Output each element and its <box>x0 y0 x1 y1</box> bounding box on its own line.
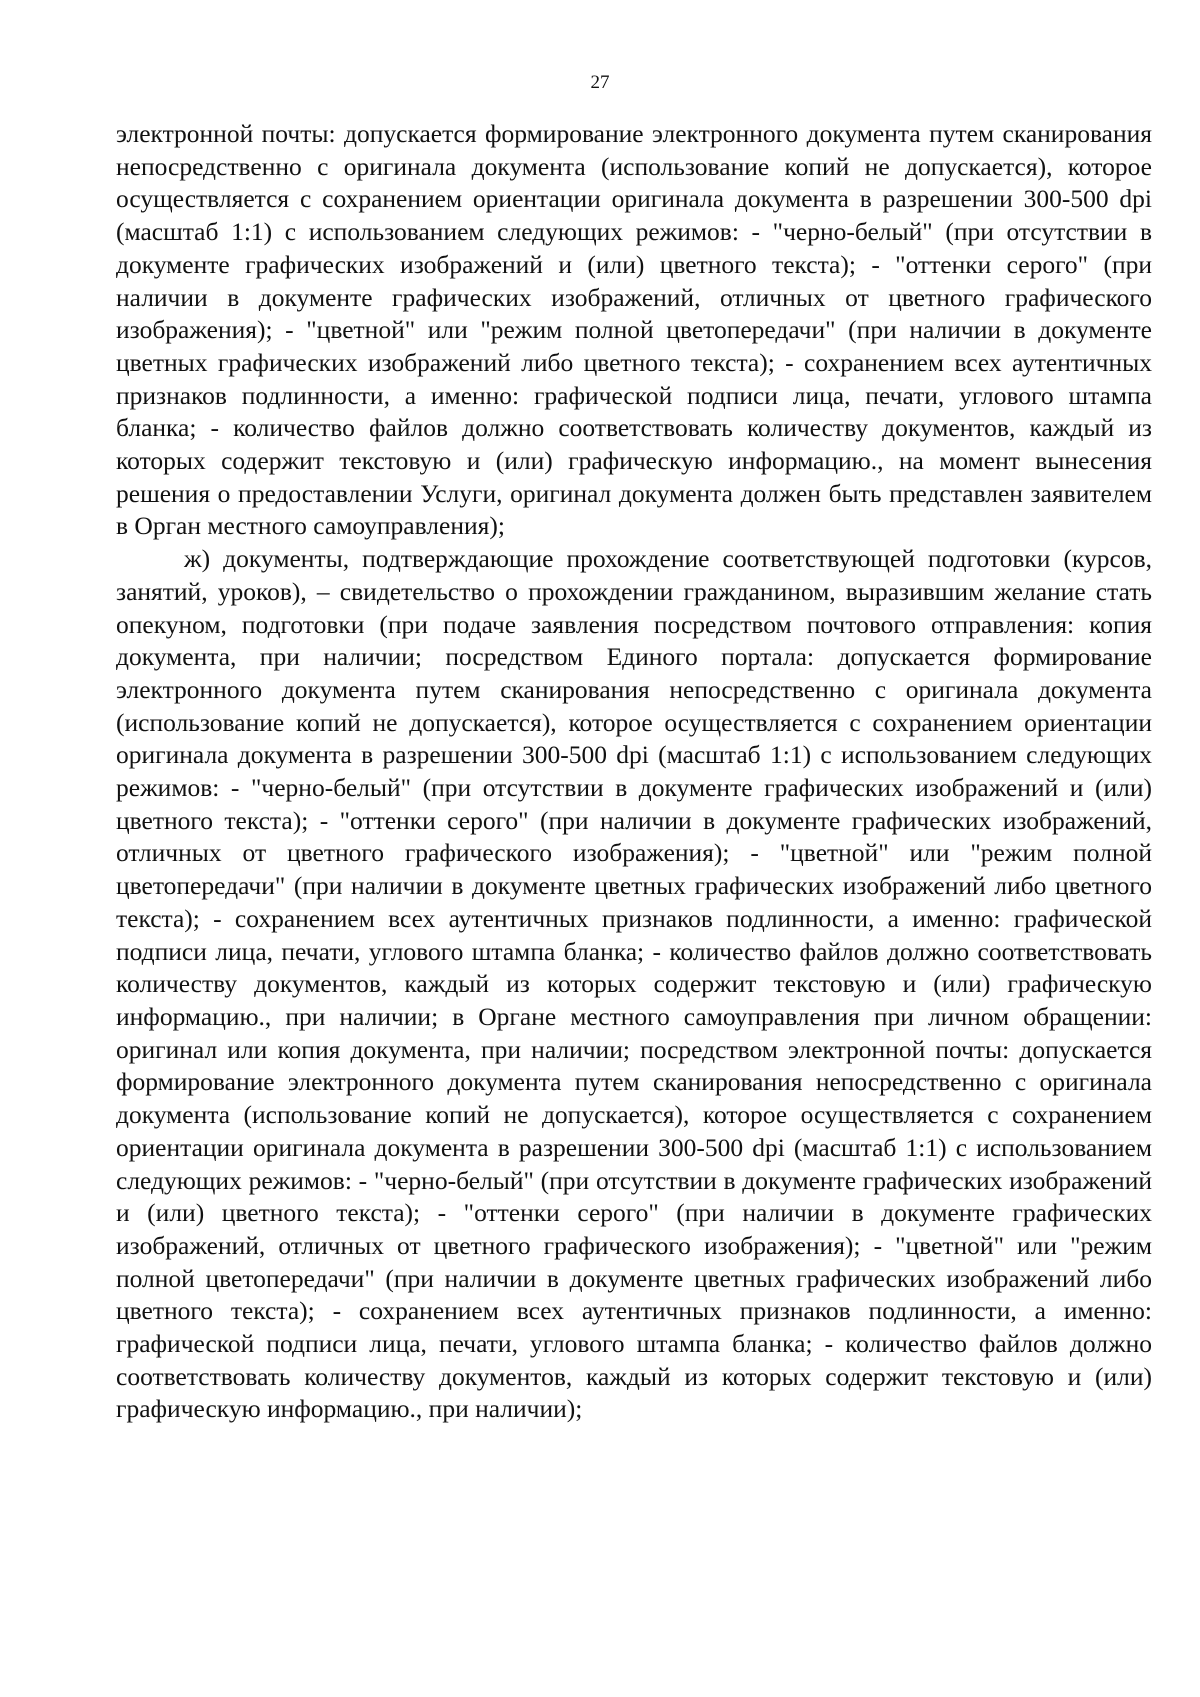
page-number: 27 <box>590 72 610 93</box>
paragraph-continuation: электронной почты: допускается формирование электронного документа путем сканирования непосредственно с оригинала документа (использование копий не допускается), которое осуществляется с сохранением ориентации оригинала документа в разрешении 300-500 dpi (масштаб 1:1) с использованием следующих режимов: - "черно-белый" (при отсутствии в документе графических изображений и (или) цветного текста); - "оттенки серого" (при наличии в документе графических изображений, отличных от цветного графического изображения); - "цветной" или "режим полной цветопередачи" (при наличии в документе цветных графических изображений либо цветного текста); - сохранением всех аутентичных признаков подлинности, а именно: графической подписи лица, печати, углового штампа бланка; - количество файлов должно соответствовать количеству документов, каждый из которых содержит текстовую и (или) графическую информацию., на момент вынесения решения о предоставлении Услуги, оригинал документа должен быть представлен заявителем в Орган местного самоуправления); <box>116 119 1152 541</box>
document-body <box>116 118 1152 1426</box>
paragraph-item-zh: ж) документы, подтверждающие прохождение соответствующей подготовки (курсов, занятий, уроков), – свидетельство о прохождении гражданином, выразившим желание стать опекуном, подготовки (при подаче заявления посредством почтового отправления: копия документа, при наличии; посредством Единого портала: допускается формирование электронного документа путем сканирования непосредственно с оригинала документа (использование копий не допускается), которое осуществляется с сохранением ориентации оригинала документа в разрешении 300-500 dpi (масштаб 1:1) с использованием следующих режимов: - "черно-белый" (при отсутствии в документе графических изображений и (или) цветного текста); - "оттенки серого" (при наличии в документе графических изображений, отличных от цветного графического изображения); - "цветной" или "режим полной цветопередачи" (при наличии в документе цветных графических изображений либо цветного текста); - сохранением всех аутентичных признаков подлинности, а именно: графической подписи лица, печати, углового штампа бланка; - количество файлов должно соответствовать количеству документов, каждый из которых содержит текстовую и (или) графическую информацию., при наличии; в Органе местного самоуправления при личном обращении: оригинал или копия документа, при наличии; посредством электронной почты: допускается формирование электронного документа путем сканирования непосредственно с оригинала документа (использование копий не допускается), которое осуществляется с сохранением ориентации оригинала документа в разрешении 300-500 dpi (масштаб 1:1) с использованием следующих режимов: - "черно-белый" (при отсутствии в документе графических изображений и (или) цветного текста); - "оттенки серого" (при наличии в документе графических изображений, отличных от цветного графического изображения); - "цветной" или "режим полной цветопередачи" (при наличии в документе цветных графических изображений либо цветного текста); - сохранением всех аутентичных признаков подлинности, а именно: графической подписи лица, печати, углового штампа бланка; - количество файлов должно соответствовать количеству документов, каждый из которых содержит текстовую и (или) графическую информацию., при наличии); <box>116 544 1152 1424</box>
